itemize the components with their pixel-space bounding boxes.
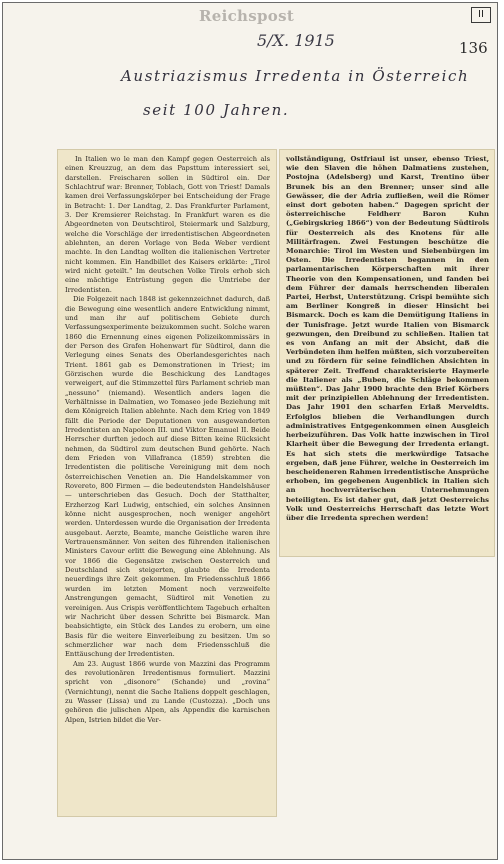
newspaper-stamp: Reichspost (199, 7, 295, 25)
clipping-paragraph: vollständigung, Ostfriaul ist unser, ebenso Triest, wie den Slaven die höhen Dalmatiens zustehen, Postojna (Adelsberg) und Karst, Trentino über Brunek bis an den Brenner; unser sind alle Gewässer, die der Adria zufließen, weil die Römer einst dort geboten haben.“ Dagegen spricht der österreichische Feldherr Baron Kuhn („Gebirgskrieg 1866“) von der Bedeutung Südtirols für Oesterreich als des Knotens für alle Militärfragen. Zwei Festungen beschütze die Monarchie: Tirol im Westen und Siebenbürgen im Osten. Die Irredentisten begannen in den parlamentarischen Körperschaften mit ihrer Theorie von den Kompensationen, und fanden bei dem Führer der damals herrschenden liberalen Partei, Herbst, Unterstützung. Crispi bemühte sich am Berliner Kongreß in dieser Hinsicht bei Bismarck. Doch es kam die Demütigung Italiens in der Tunisfrage. Jetzt wurde Italien von Bismarck gezwungen, den Dreibund zu schließen. Italien tat es von Anfang an mit der Absicht, daß die Verbündeten ihm helfen müßten, sich vorzubereiten und zu fördern für seine feindlichen Absichten in späterer Zeit. Treffend charakterisierte Haymerle die Italiener als „Buben, die Schläge bekommen müßten“. Das Jahr 1900 brachte den Brief Körbers mit der prinzipiellen Ablehnung der Irredentisten. Das Jahr 1901 den scharfen Erlaß Merveldts. Erfolglos blieben die Verhandlungen durch administratives Entgegenkommen einen Ausgleich herbeizuführen. Das Volk hatte inzwischen in Tirol Klarheit über die Bewegung der Irredenta erlangt. Es hat sich stets die merkwürdige Tatsache ergeben, daß jene Führer, welche in Oesterreich im bescheideneren Rahmen irredentistische Ansprüche erhoben, im gegebenen Augenblick in Italien sich an hochverräterischen Unternehmungen beteiligten. Es ist daher gut, daß jetzt Oesterreichs Volk und Oesterreichs Herrschaft das letzte Wort über die Irredenta sprechen werden! (286, 155, 489, 522)
handwritten-title-line-1: Austriazismus Irredenta in Österreich (121, 67, 470, 85)
clipping-paragraph: Die Folgezeit nach 1848 ist gekennzeichnet dadurch, daß die Bewegung eine wesentlich andere Entwicklung nimmt, und man ihr auf politischem Gebiete durch Verfassungsexperimente beizukommen sucht. Solche waren 1860 die Ernennung eines eigenen Polizeikommissärs in der Person des Grafen Hohenwart für Südtirol, dann die Verlegung eines Senats des Oberlandesgerichtes nach Trient. 1861 gab es Demonstrationen in Triest; im Görzischen wurde die Beschickung des Landtages verweigert, auf die Stimmzettel fürs Parlament schrieb man „nessuno“ (niemand). Wesentlich anders lagen die Verhältnisse in Dalmatien, wo Tomaseo jede Beziehung mit dem Königreich Italien ablehnte. Nach dem Krieg von 1849 fällt die Periode der Deputationen von ausgewanderten Irredentisten an Napoleon III. und Viktor Emanuel II. Beide Herrscher durften jedoch auf diese Bitten keine Rücksicht nehmen, da Südtirol zum deutschen Bund gehörte. Nach dem Frieden von Villafranca (1859) strebten die Irredentisten die politische Vereinigung mit dem noch österreichischen Venetien an. Die Handelskammer von Rovereto, 800 Firmen — die bedeutendsten Handelshäuser — unterschrieben das Gesuch. Doch der Statthalter, Erzherzog Karl Ludwig, entschied, ein solches Ansinnen könne nicht ausgesprochen, noch weniger angehört werden. Unterdessen wurde die Organisation der Irredenta ausgebaut. Aerzte, Beamte, manche Geistliche waren ihre Vertrauensmänner. Von seiten des führenden italienischen Ministers Cavour erlitt die Bewegung eine Ablehnung. Als vor 1866 die Gegensätze zwischen Oesterreich und Deutschland sich steigerten, glaubte die Irredenta neuerdings ihre Zeit gekommen. Im Friedensschluß 1866 wurden im letzten Moment noch verzweifelte Anstrengungen gemacht, Südtirol mit Venetien zu vereinigen. Aus Crispis veröffentlichtem Tagebuch erhalten wir Nachricht über dessen Schritte bei Bismarck. Man beabsichtigte, ein Stück des Landes zu erobern, um eine Basis für die weitere Einverleibung zu besitzen. Um so schmerzlicher war nach dem Friedensschluß die Enttäuschung der Irredentisten. (65, 295, 270, 659)
archive-page (2, 2, 498, 860)
handwritten-title-line-2: seit 100 Jahren. (143, 101, 290, 119)
page-number: 136 (459, 39, 488, 57)
volume-tag: II (471, 7, 491, 23)
newspaper-clipping-left (57, 149, 277, 817)
clipping-paragraph: In Italien wo le man den Kampf gegen Oesterreich als einen Kreuzzug, an dem das Papsttum interessiert sei, darstellen. Freischaren sollen in Südtirol ein. Der Schlachtruf war: Brenner, Toblach, Gott von Triest! Damals kamen drei Verfassungskörper bei Entscheidung der Frage in Betracht: 1. Der Landtag, 2. Das Frankfurter Parlament, 3. Der Kremsierer Reichstag. In Frankfurt waren es die Abgeordneten von Deutschtirol, Steiermark und Salzburg, welche die Vorschläge der irredentistischen Abgeordneten ablehnten, an deren Vorlage von Beda Weber verdient machte. In den Landtag wollten die italienischen Vertreter nicht kommen. Ein Handbillet des Kaisers erklärte: „Tirol wird nicht geteilt.“ Im deutschen Volke Tirols erhob sich eine mächtige Entrüstung gegen die Umtriebe der Irredentisten. (65, 155, 270, 294)
handwritten-date: 5/X. 1915 (257, 31, 335, 50)
clipping-paragraph: Am 23. August 1866 wurde von Mazzini das Programm des revolutionären Irredentismus formuliert. Mazzini spricht von „disonore“ (Schande) und „rovina“ (Vernichtung), nennt die Sache Italiens doppelt geschlagen, zu Wasser (Lissa) und zu Lande (Custozza). „Doch uns gehören die julischen Alpen, als Appendix die karnischen Alpen, Istrien bildet die Ver- (65, 659, 270, 724)
handwritten-title (121, 59, 469, 127)
newspaper-clipping-right (279, 149, 495, 557)
